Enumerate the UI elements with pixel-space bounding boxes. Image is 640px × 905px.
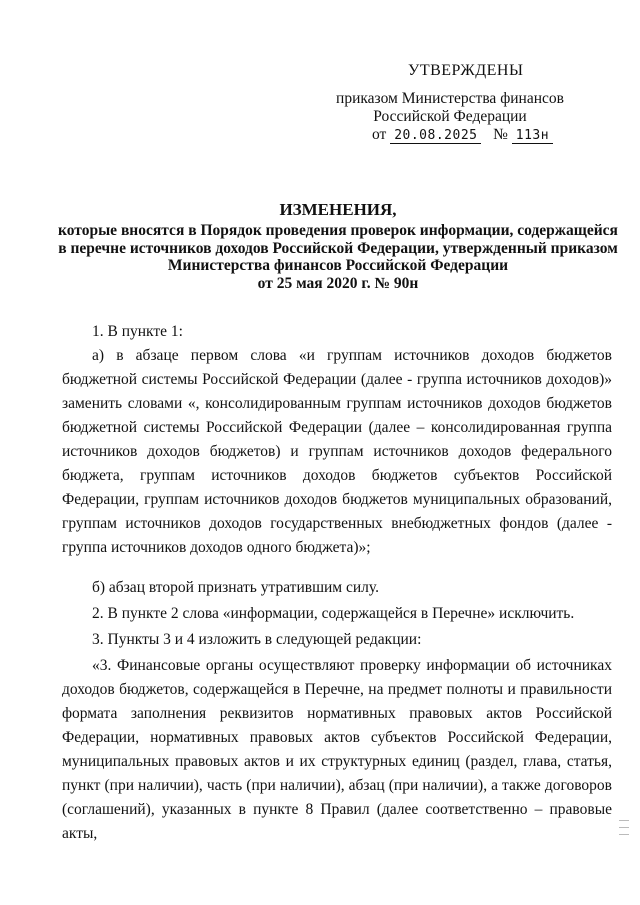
paragraph-3-quote: «3. Финансовые органы осуществляют проверку информации об источниках доходов бюджетов, содержащейся в Перечне, на предмет полноты и правильности формата заполнения реквизитов нормативных правовых актов Российской Федерации, нормативных правовых актов субъектов Российской Федерации, муниципальных правовых актов и их структурных единиц (раздел, глава, статья, пункт (при наличии), часть (при наличии), абзац (при наличии), а также договоров (соглашений), указанных в пункте 8 Правил (далее соответственно – правовые акты, [62, 657, 612, 842]
approval-title: УТВЕРЖДЕНЫ [408, 62, 524, 79]
paragraph-1: 1. В пункте 1: [92, 323, 183, 340]
margin-marks [616, 814, 632, 854]
heading-line-1: которые вносятся в Порядок проведения проверок информации, содержащейся [58, 222, 618, 239]
document-title: ИЗМЕНЕНИЯ, [279, 200, 397, 219]
heading-line-2: в перечне источников доходов Российской Федерации, утвержденный приказом [58, 240, 618, 257]
date-prefix: от [372, 126, 387, 143]
approval-line-country: Российской Федерации [373, 108, 527, 125]
paragraph-1a: а) в абзаце первом слова «и группам источников доходов бюджетов бюджетной системы Российской Федерации (далее - группа источников доходов)» заменить словами «, консолидированным группам источников доходов бюджетов бюджетной системы Российской Федерации (далее – консолидированная группа источников доходов бюджетов) и группам источников доходов федерального бюджета, группам источников доходов бюджетов субъектов Российской Федерации, группам источников доходов бюджетов муниципальных образований, группам источников доходов государственных внебюджетных фондов (далее - группа источников доходов одного бюджета)»; [62, 347, 612, 556]
approval-number: 113н [512, 128, 553, 144]
heading-line-4: от 25 мая 2020 г. № 90н [257, 275, 419, 292]
paragraph-1b: б) абзац второй признать утратившим силу. [92, 579, 379, 596]
heading-line-3: Министерства финансов Российской Федерации [167, 257, 509, 274]
number-prefix: № [493, 126, 508, 143]
paragraph-3: 3. Пункты 3 и 4 изложить в следующей редакции: [92, 631, 422, 648]
paragraph-2: 2. В пункте 2 слова «информации, содержащейся в Перечне» исключить. [92, 605, 575, 622]
approval-line-ministry: приказом Министерства финансов [336, 90, 564, 107]
approval-date: 20.08.2025 [390, 128, 481, 144]
approval-date-number [372, 126, 640, 144]
